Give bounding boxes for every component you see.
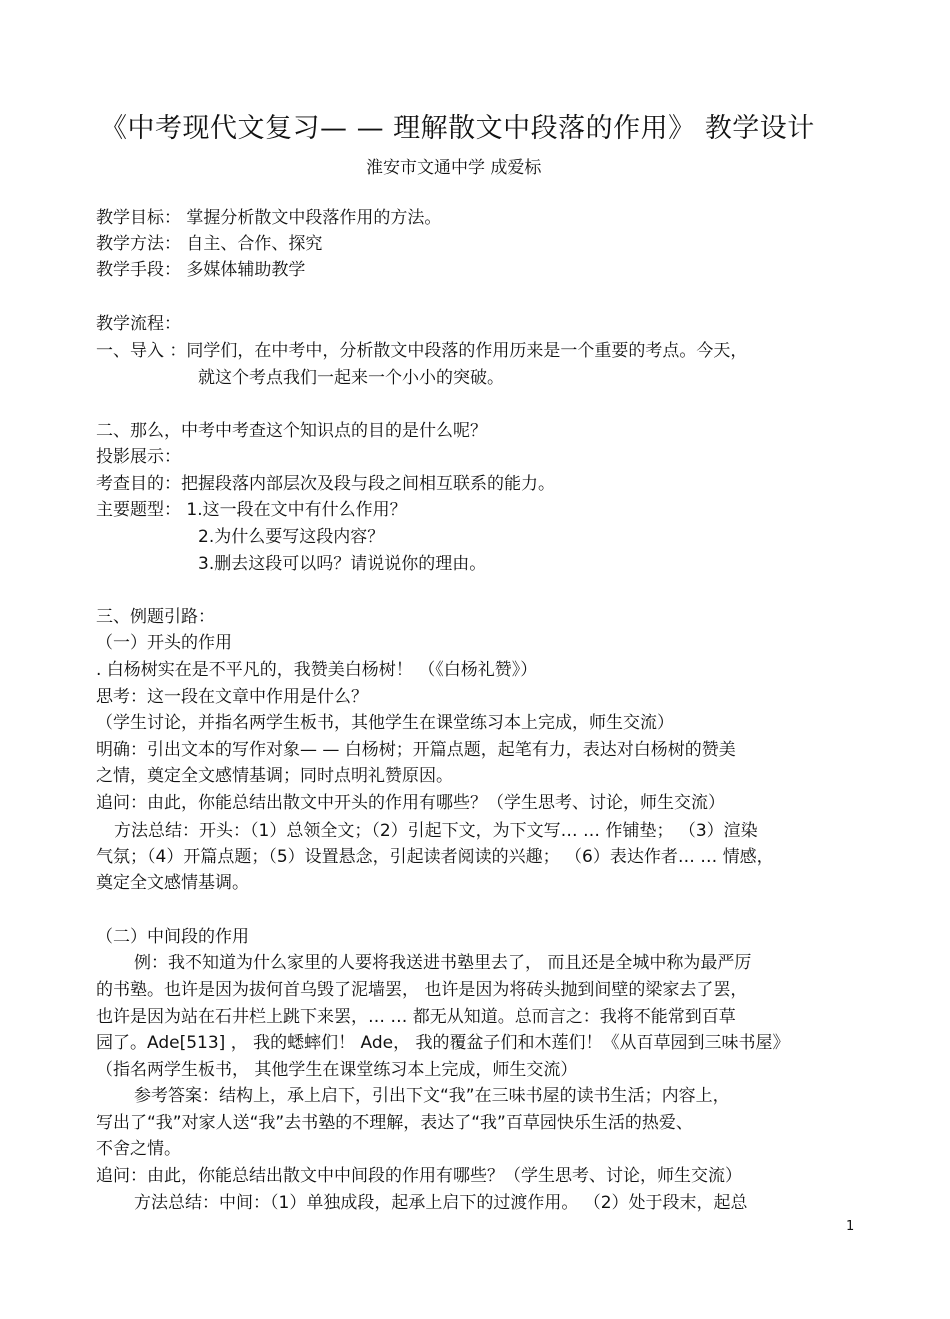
teaching-method: 教学方法： 自主、合作、探究 xyxy=(96,234,323,254)
intro-line-1: 一、导入 ：同学们，在中考中，分析散文中段落的作用历来是一个重要的考点。今天， xyxy=(96,341,748,361)
method-summary-opening-2: 气氛；（4）开篇点题；（5）设置悬念，引起读者阅读的兴趣； （6）表达作者… … 情感， xyxy=(96,847,774,867)
reference-answer-line-1: 参考答案：结构上，承上启下，引出下文“我”在三味书屋的读书生活；内容上， xyxy=(134,1086,730,1106)
thinking-question-1: 思考：这一段在文章中作用是什么？ xyxy=(96,687,368,707)
example-passage-line-1: 例：我不知道为什么家里的人要将我送进书塾里去了， 而且还是全城中称为最严厉 xyxy=(134,953,752,973)
exam-purpose: 考查目的：把握段落内部层次及段与段之间相互联系的能力。 xyxy=(96,474,555,494)
question-type-3: 3.删去这段可以吗？请说说你的理由。 xyxy=(198,554,487,574)
teaching-means: 教学手段： 多媒体辅助教学 xyxy=(96,260,306,280)
discussion-note-2: （指名两学生板书， 其他学生在课堂练习本上完成，师生交流） xyxy=(96,1060,578,1080)
example-quote-1: . 白杨树实在是不平凡的，我赞美白杨树！ （《白杨礼赞》） xyxy=(96,660,538,680)
subsection-opening-heading: （一）开头的作用 xyxy=(96,633,232,653)
teaching-objective: 教学目标： 掌握分析散文中段落作用的方法。 xyxy=(96,208,442,228)
example-passage-line-3: 也许是因为站在石井栏上跳下来罢，… … 都无从知道。总而言之：我将不能常到百草 xyxy=(96,1007,736,1027)
reference-answer-line-3: 不舍之情。 xyxy=(96,1139,181,1159)
method-summary-middle-1: 方法总结：中间：（1）单独成段，起承上启下的过渡作用。 （2）处于段末，起总 xyxy=(134,1193,748,1213)
section-two-heading: 二、那么，中考中考查这个知识点的目的是什么呢？ xyxy=(96,421,487,441)
projection-label: 投影展示： xyxy=(96,447,181,467)
document-title: 《中考现代文复习— — 理解散文中段落的作用》 教学设计 xyxy=(100,113,815,144)
reference-answer-line-2: 写出了“我”对家人送“我”去书塾的不理解，表达了“我”百草园快乐生活的热爱、 xyxy=(96,1113,693,1133)
clarification-line-1: 明确：引出文本的写作对象— — 白杨树；开篇点题，起笔有力，表达对白杨树的赞美 xyxy=(96,740,736,760)
question-type-1: 主要题型： 1.这一段在文中有什么作用？ xyxy=(96,500,407,520)
follow-up-question-1: 追问：由此，你能总结出散文中开头的作用有哪些？（学生思考、讨论，师生交流） xyxy=(96,793,725,813)
page-number: 1 xyxy=(846,1219,855,1234)
method-summary-opening-3: 奠定全文感情基调。 xyxy=(96,873,249,893)
author-line: 淮安市文通中学 成爱标 xyxy=(366,158,542,178)
example-passage-line-4: 园了。Ade[513] ， 我的蟋蟀们！ Ade， 我的覆盆子们和木莲们！《从百草园到三味书屋》 xyxy=(96,1033,790,1053)
question-type-2: 2.为什么要写这段内容？ xyxy=(198,527,385,547)
teaching-process-heading: 教学流程： xyxy=(96,314,181,334)
discussion-note-1: （学生讨论，并指名两学生板书，其他学生在课堂练习本上完成，师生交流） xyxy=(96,713,674,733)
intro-line-2: 就这个考点我们一起来一个小小的突破。 xyxy=(198,368,504,388)
example-passage-line-2: 的书塾。也许是因为拔何首乌毁了泥墙罢， 也许是因为将砖头抛到间壁的梁家去了罢， xyxy=(96,980,748,1000)
follow-up-question-2: 追问：由此，你能总结出散文中中间段的作用有哪些？（学生思考、讨论，师生交流） xyxy=(96,1166,742,1186)
section-three-heading: 三、例题引路： xyxy=(96,607,215,627)
method-summary-opening-1: 方法总结：开头：（1）总领全文；（2）引起下文，为下文写… … 作铺垫； （3）渲染 xyxy=(114,821,758,841)
subsection-middle-heading: （二）中间段的作用 xyxy=(96,927,249,947)
clarification-line-2: 之情，奠定全文感情基调；同时点明礼赞原因。 xyxy=(96,766,453,786)
